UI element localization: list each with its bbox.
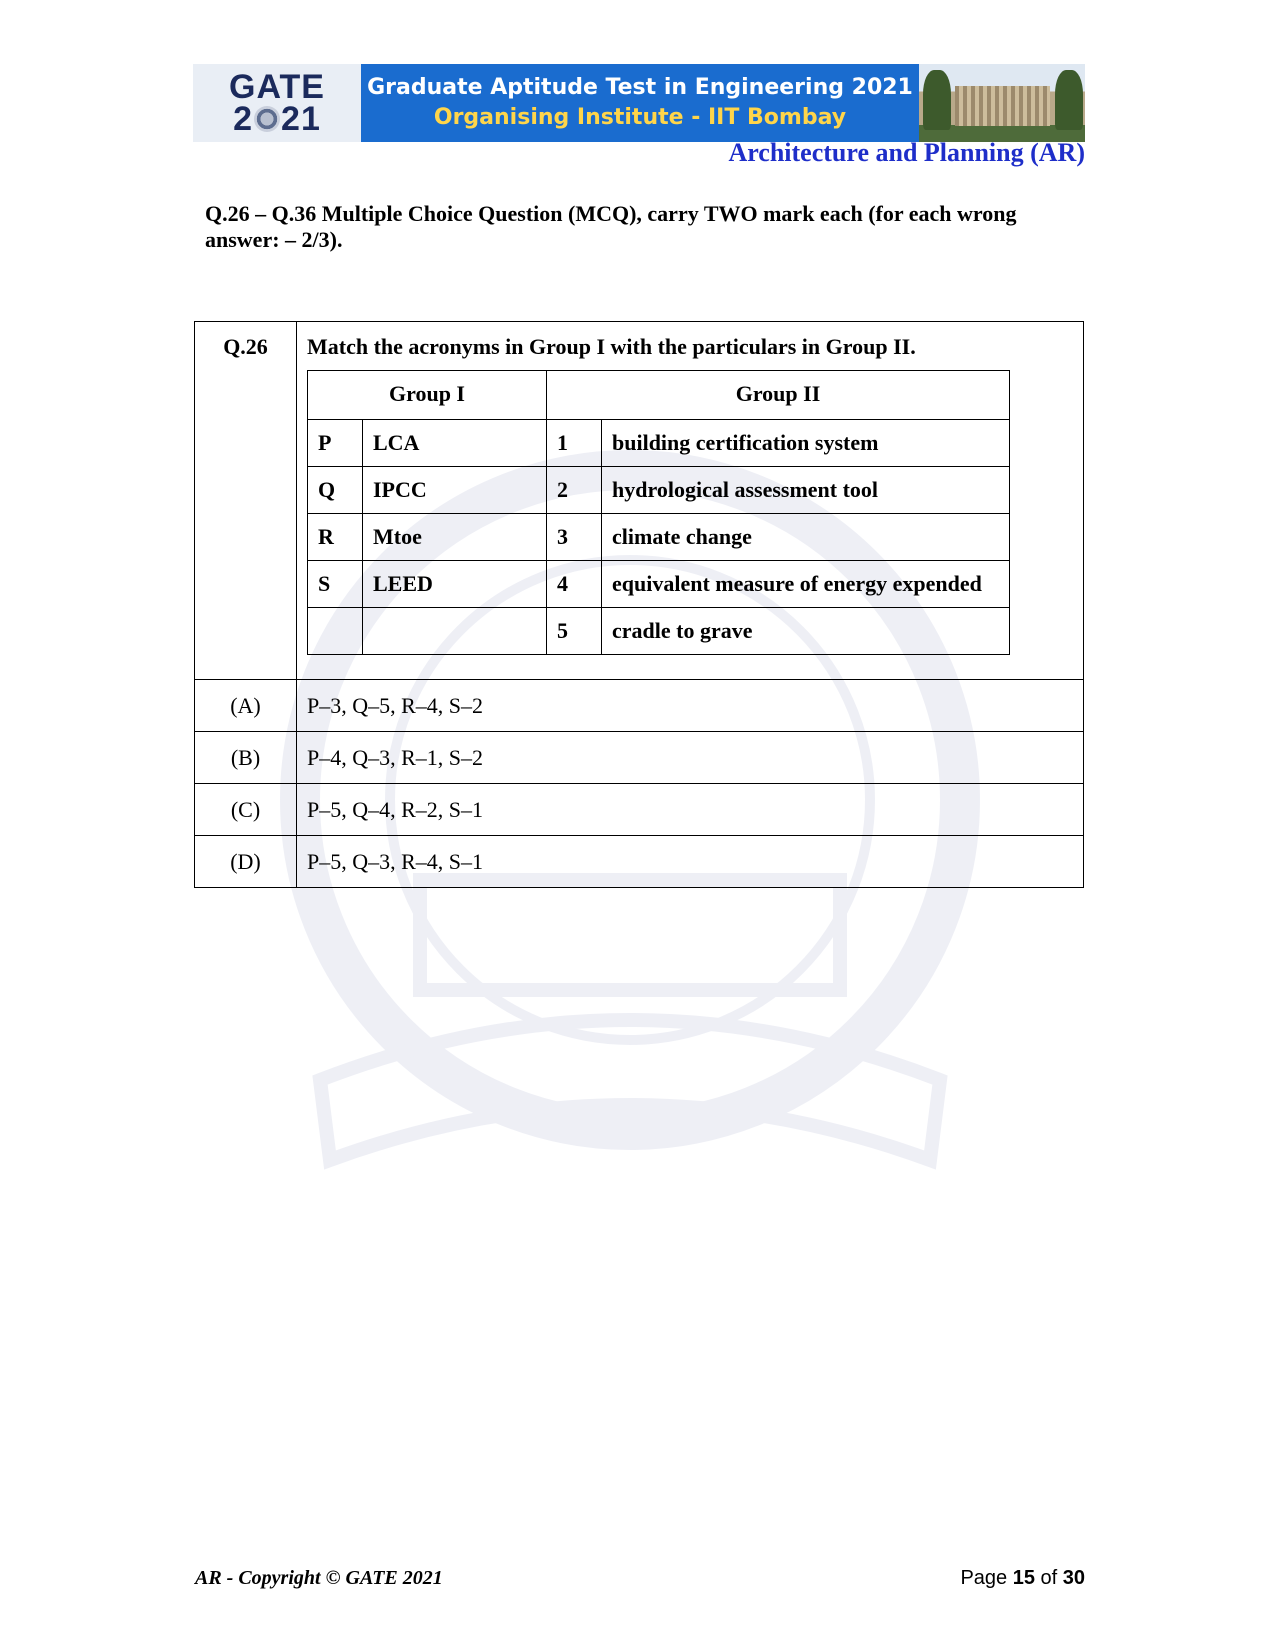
option-label: (C) — [195, 784, 297, 836]
option-c-row — [195, 784, 1084, 836]
logo-year-left: 2 — [233, 100, 254, 138]
tree-image — [923, 70, 951, 130]
group-1-value: LCA — [363, 420, 547, 467]
group-1-key: S — [308, 561, 363, 608]
logo-text-year — [233, 100, 321, 138]
banner-title: Graduate Aptitude Test in Engineering 2021 — [367, 75, 913, 100]
tree-image — [1055, 70, 1083, 130]
group-1-key: R — [308, 514, 363, 561]
question-body — [297, 322, 1084, 680]
group-2-key: 4 — [547, 561, 602, 608]
question-number: Q.26 — [195, 322, 297, 680]
table-row — [308, 608, 1010, 655]
banner-title-block — [361, 64, 919, 142]
option-d-row — [195, 836, 1084, 888]
page-mid: of — [1034, 1567, 1063, 1589]
option-label: (B) — [195, 732, 297, 784]
footer-page-number — [960, 1567, 1085, 1590]
group-2-value: hydrological assessment tool — [602, 467, 1010, 514]
option-b-row — [195, 732, 1084, 784]
option-text: P–4, Q–3, R–1, S–2 — [297, 732, 1084, 784]
group-1-key: P — [308, 420, 363, 467]
section-heading: Q.26 – Q.36 Multiple Choice Question (MCQ), carry TWO mark each (for each wrong answer: – 2/3). — [205, 201, 1017, 252]
page-prefix: Page — [960, 1567, 1013, 1589]
group-2-key: 1 — [547, 420, 602, 467]
group-2-value: building certification system — [602, 420, 1010, 467]
question-prompt: Match the acronyms in Group I with the particulars in Group II. — [307, 334, 916, 359]
match-table — [307, 370, 1010, 655]
group-2-value: climate change — [602, 514, 1010, 561]
option-label: (A) — [195, 680, 297, 732]
campus-building-photo — [919, 64, 1085, 142]
option-text: P–5, Q–3, R–4, S–1 — [297, 836, 1084, 888]
option-text: P–5, Q–4, R–2, S–1 — [297, 784, 1084, 836]
gate-header-banner — [193, 64, 1085, 142]
option-a-row — [195, 680, 1084, 732]
table-row — [308, 467, 1010, 514]
group-1-value: IPCC — [363, 467, 547, 514]
group-2-key: 2 — [547, 467, 602, 514]
group-1-header: Group I — [308, 371, 547, 420]
group-2-value: cradle to grave — [602, 608, 1010, 655]
group-1-key — [308, 608, 363, 655]
group-1-value — [363, 608, 547, 655]
group-1-value: Mtoe — [363, 514, 547, 561]
footer-copyright: AR - Copyright © GATE 2021 — [195, 1567, 443, 1589]
option-text: P–3, Q–5, R–4, S–2 — [297, 680, 1084, 732]
group-2-value: equivalent measure of energy expended — [602, 561, 1010, 608]
banner-subtitle: Organising Institute - IIT Bombay — [433, 105, 847, 130]
group-1-key: Q — [308, 467, 363, 514]
option-label: (D) — [195, 836, 297, 888]
page-total: 30 — [1062, 1567, 1085, 1589]
gate-2021-logo — [193, 64, 361, 142]
seal-icon — [254, 106, 280, 132]
group-2-key: 3 — [547, 514, 602, 561]
table-row — [308, 420, 1010, 467]
building-image — [955, 86, 1050, 126]
table-row — [308, 561, 1010, 608]
logo-text-gate: GATE — [229, 68, 325, 106]
subject-title: Architecture and Planning (AR) — [728, 138, 1085, 167]
page-current: 15 — [1012, 1567, 1035, 1589]
logo-year-right: 21 — [281, 100, 321, 138]
group-2-header: Group II — [547, 371, 1010, 420]
group-1-value: LEED — [363, 561, 547, 608]
table-row — [308, 514, 1010, 561]
group-2-key: 5 — [547, 608, 602, 655]
question-table — [194, 321, 1084, 888]
